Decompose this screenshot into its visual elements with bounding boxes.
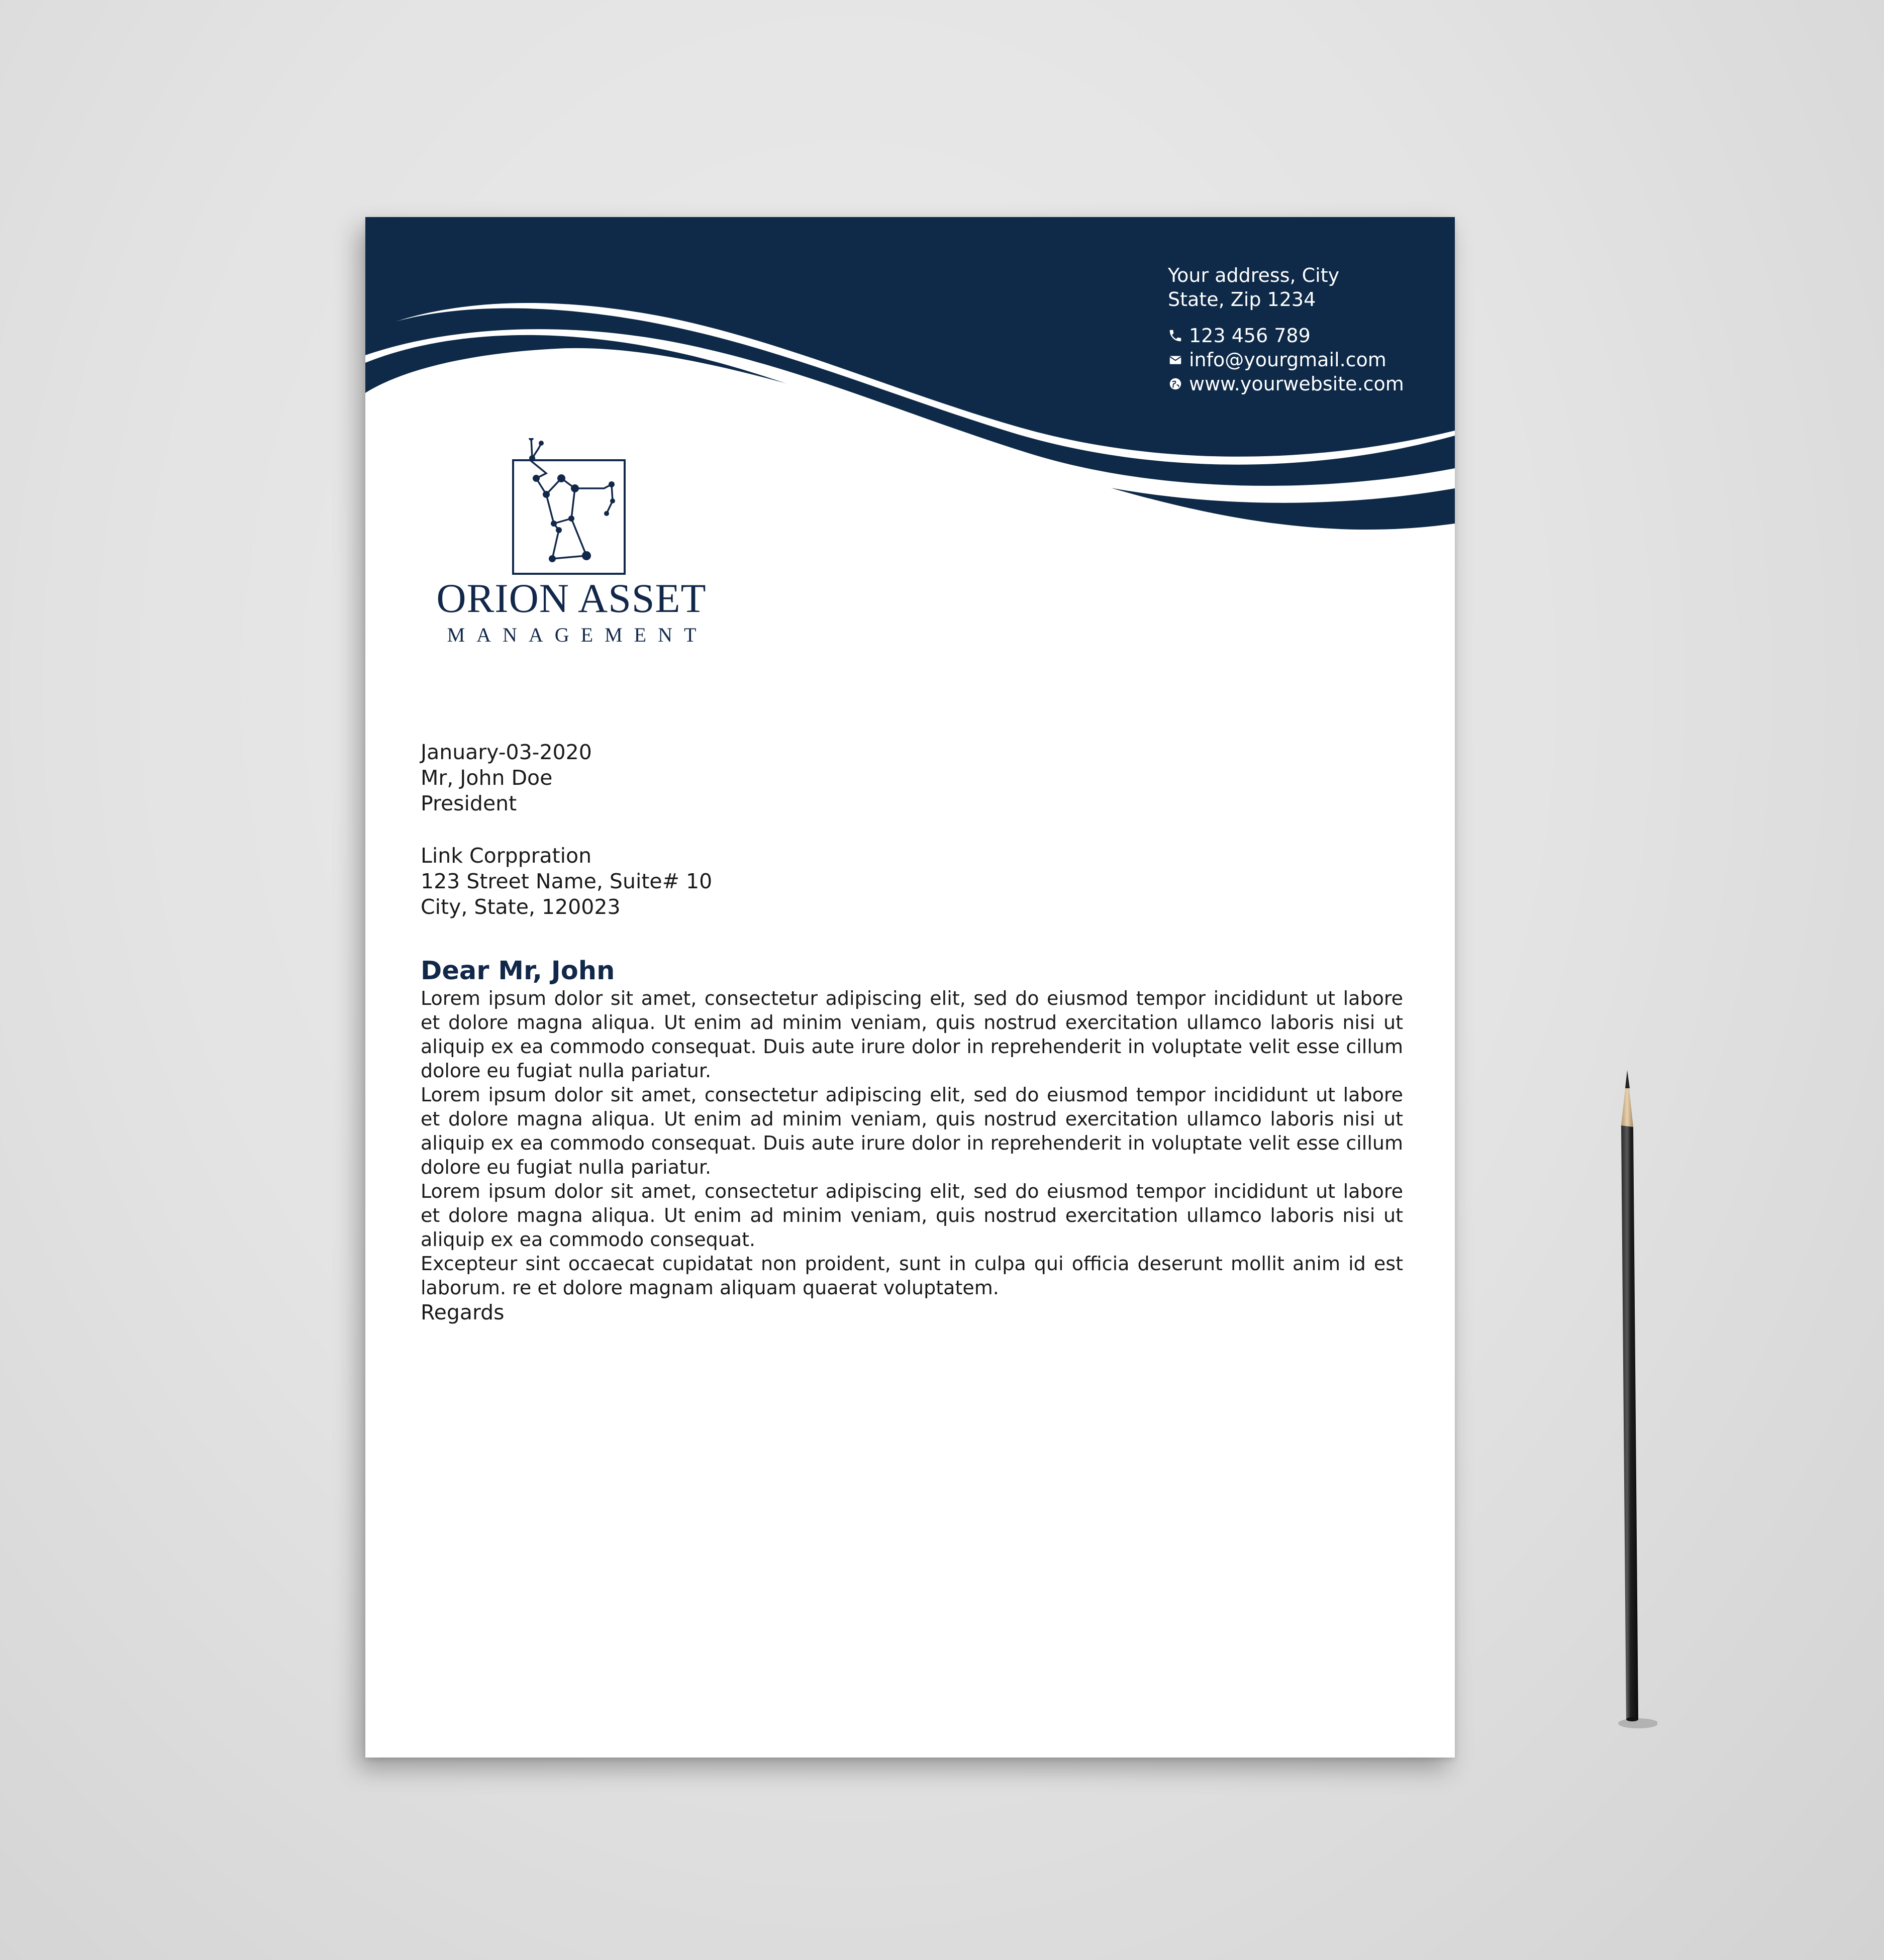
phone-number: 123 456 789: [1189, 325, 1311, 347]
recipient-address: [421, 843, 1403, 920]
address-line-2: State, Zip 1234: [1168, 288, 1316, 311]
envelope-icon: [1168, 352, 1183, 367]
email-row: [1168, 348, 1404, 372]
recipient-company: Link Corppration: [421, 844, 592, 868]
letterhead-page: [365, 217, 1455, 1758]
logo-company-name: ORION ASSET: [436, 575, 707, 621]
pencil-image: [1597, 1055, 1657, 1728]
recipient-block: [421, 765, 1403, 816]
letter-date: January-03-2020: [421, 740, 592, 764]
recipient-street: 123 Street Name, Suite# 10: [421, 869, 713, 893]
orion-constellation-icon: [511, 438, 632, 584]
company-logo: [421, 438, 722, 654]
phone-icon: [1168, 328, 1183, 343]
phone-row: [1168, 324, 1404, 348]
website-url: www.yourwebsite.com: [1189, 373, 1404, 395]
salutation: Dear Mr, John: [421, 956, 615, 986]
recipient-title: President: [421, 791, 517, 815]
contact-block: [1168, 263, 1404, 396]
website-row: [1168, 372, 1404, 396]
recipient-name: Mr, John Doe: [421, 766, 553, 790]
body-paragraph: Lorem ipsum dolor sit amet, consectetur adipiscing elit, sed do eiusmod tempor incididunt ut labore et dolore magna aliqua. Ut enim ad minim veniam, quis nostrud exercitation ullamco laboris nisi ut aliquip ex ea commodo consequat.: [421, 1180, 1403, 1251]
body-paragraph: Excepteur sint occaecat cupidatat non proident, sunt in culpa qui officia deserunt mollit anim id est laborum. re et dolore magnam aliquam quaerat voluptatem.: [421, 1253, 1403, 1299]
address-line-1: Your address, City: [1168, 264, 1340, 286]
email-address: info@yourgmail.com: [1189, 349, 1386, 371]
body-paragraph: Lorem ipsum dolor sit amet, consectetur adipiscing elit, sed do eiusmod tempor incididunt ut labore et dolore magna aliqua. Ut enim ad minim veniam, quis nostrud exercitation ullamco laboris nisi ut aliquip ex ea commodo consequat. Duis aute irure dolor in reprehenderit in voluptate velit esse cillum dolore eu fugiat nulla pariatur.: [421, 1084, 1403, 1178]
body-paragraph: Lorem ipsum dolor sit amet, consectetur adipiscing elit, sed do eiusmod tempor incididunt ut labore et dolore magna aliqua. Ut enim ad minim veniam, quis nostrud exercitation ullamco laboris nisi ut aliquip ex ea commodo consequat. Duis aute irure dolor in reprehenderit in voluptate velit esse cillum dolore eu fugiat nulla pariatur.: [421, 987, 1403, 1082]
globe-icon: [1168, 376, 1183, 391]
recipient-city: City, State, 120023: [421, 895, 621, 919]
letter-body: [421, 740, 1403, 1325]
logo-tagline: MANAGEMENT: [447, 624, 708, 646]
closing: Regards: [421, 1300, 505, 1324]
